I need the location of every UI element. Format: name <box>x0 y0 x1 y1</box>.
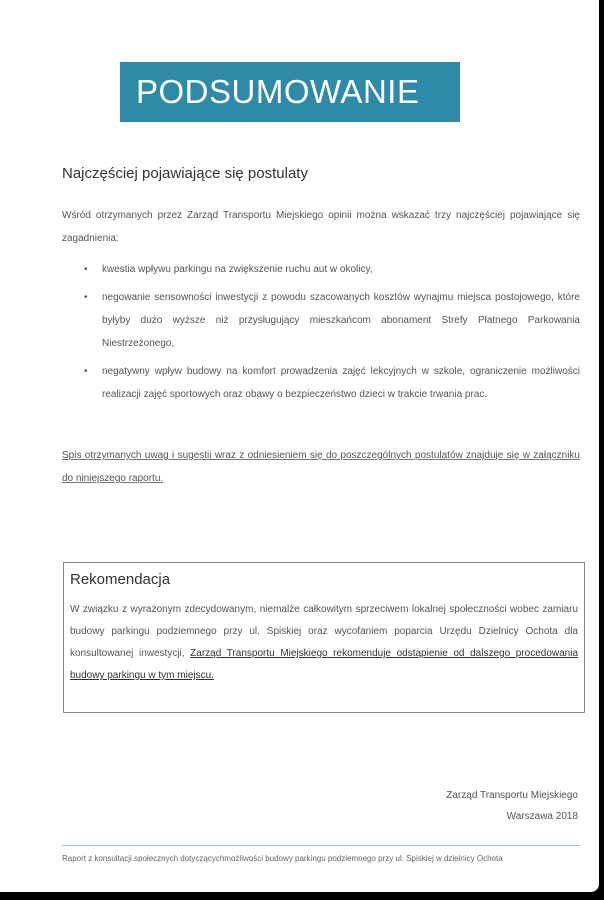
signature-place-date: Warszawa 2018 <box>506 811 578 822</box>
list-item <box>62 258 580 281</box>
postulates-list <box>62 258 580 411</box>
intro-paragraph: Wśród otrzymanych przez Zarząd Transportu Miejskiego opinii można wskazać trzy najczęściej pojawiające się zagadnienia: <box>62 210 580 244</box>
recommendation-text <box>70 599 578 687</box>
banner-title: PODSUMOWANIE <box>136 73 420 110</box>
signature-org: Zarząd Transportu Miejskiego <box>446 790 578 801</box>
list-item <box>62 286 580 355</box>
recommendation-text-plain: W związku z wyrażonym zdecydowanym, niemalże całkowitym sprzeciwem lokalnej społeczności wobec zamiaru budowy parkingu podziemnego przy ul. Spiskiej oraz wycofaniem poparcia Urzędu Dzielnicy Ochota dla konsultowanej inwestycji, <box>70 604 578 659</box>
bullet-icon: • <box>84 264 88 275</box>
attachment-note: Spis otrzymanych uwag i sugestii wraz z odniesieniem się do poszczególnych postulatów znajduje się w załączniku do niniejszego raportu. <box>62 450 580 484</box>
page-footer: Raport z konsultacji społecznych dotyczącychmożliwości budowy parkingu podziemnego przy ul. Spiskiej w dzielnicy Ochota <box>62 854 503 863</box>
bullet-icon: • <box>84 366 88 377</box>
recommendation-title: Rekomendacja <box>70 571 171 588</box>
section-heading: Najczęściej pojawiające się postulaty <box>62 165 308 182</box>
list-item <box>62 360 580 406</box>
recommendation-box <box>63 562 585 713</box>
footer-divider <box>62 845 580 846</box>
list-item-text: negatywny wpływ budowy na komfort prowadzenia zajęć lekcyjnych w szkole, ograniczenie możliwości realizacji zajęć sportowych oraz obawy o bezpieczeństwo dzieci w trakcie trwania prac. <box>102 366 580 400</box>
list-item-text: kwestia wpływu parkingu na zwiększenie ruchu aut w okolicy, <box>102 264 373 275</box>
recommendation-text-emphasis: Zarząd Transportu Miejskiego rekomenduje odstąpienie od dalszego procedowania budowy parkingu w tym miejscu. <box>70 648 579 681</box>
list-item-text: negowanie sensowności inwestycji z powodu szacowanych kosztów wynajmu miejsca postojowego, które byłyby dużo wyższe niż przysługujący mieszkańcom abonament Strefy Płatnego Parkowania Niestrzeżonego, <box>102 292 580 349</box>
bullet-icon: • <box>84 292 88 303</box>
summary-banner <box>120 62 460 122</box>
